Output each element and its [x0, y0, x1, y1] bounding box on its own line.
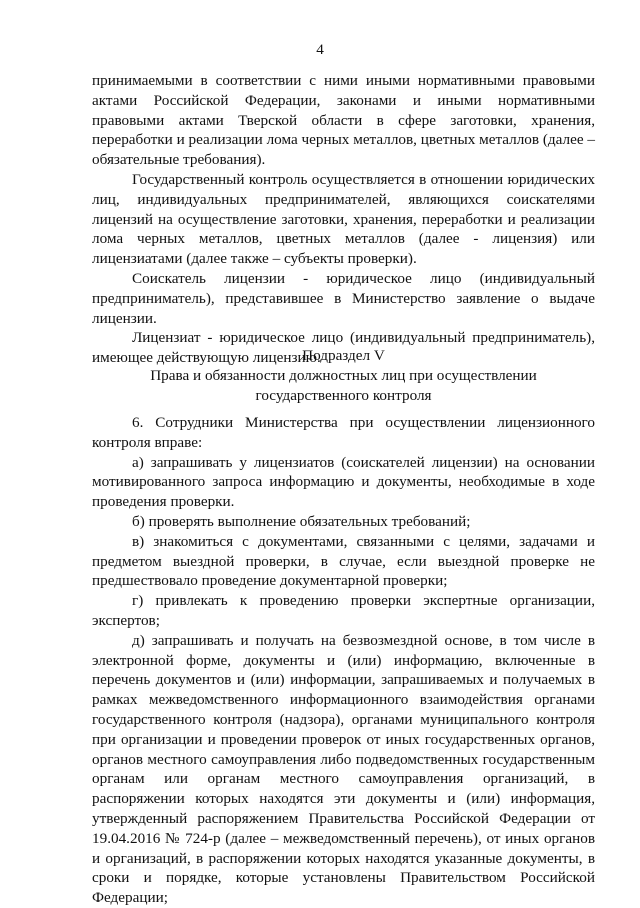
paragraph-item-g: г) привлекать к проведению проверки экспертные организации, экспертов; [92, 592, 595, 629]
section-title-line-2: государственного контроля [255, 386, 432, 404]
paragraph-item-6: 6. Сотрудники Министерства при осуществлении лицензионного контроля вправе: [92, 414, 595, 451]
paragraph-item-v: в) знакомиться с документами, связанными с целями, задачами и предметом выездной проверки, в случае, если выездной проверке не предшествовало проведение документарной проверки; [92, 532, 595, 590]
paragraph-licensee-definition: Лицензиат - юридическое лицо (индивидуальный предприниматель), имеющее действующую лицензию. [92, 329, 595, 367]
intro-text [92, 71, 595, 368]
paragraph-continuation: принимаемыми в соответствии с ними иными нормативными правовыми актами Российской Федерации, законами и иными нормативными правовыми актами Тверской области в сфере заготовки, хранения, переработки и реализации лома черных металлов, цветных металлов (далее – обязательные требования). [92, 72, 595, 169]
paragraph-item-a: а) запрашивать у лицензиатов (соискателей лицензии) на основании мотивированного запроса информацию и документы, необходимые в ходе проведения проверки. [92, 453, 595, 511]
paragraph-applicant-definition: Соискатель лицензии - юридическое лицо (индивидуальный предприниматель), представившее в Министерство заявление о выдаче лицензии. [92, 269, 595, 327]
section-label: Подраздел V [302, 347, 385, 364]
paragraph-state-control: Государственный контроль осуществляется в отношении юридических лиц, индивидуальных предпринимателей, являющихся соискателями лицензий на осуществление заготовки, хранения, переработки и реализации лома черных металлов, цветных металлов (далее - лицензия) или лицензиатами (далее также – субъекты проверки). [92, 170, 595, 268]
section-heading [92, 346, 595, 405]
paragraph-item-b: б) проверять выполнение обязательных требований; [132, 512, 471, 530]
rights-text [92, 413, 595, 908]
paragraph-item-d: д) запрашивать и получать на безвозмездной основе, в том числе в электронной форме, документы и (или) информацию, включенные в перечень документов и (или) информации, запрашиваемых и получаемых в рамках межведомственного информационного взаимодействия органами государственного контроля (надзора), органами муниципального контроля при организации и проведении проверок от иных государственных органов, органов местного самоуправления либо подведомственных государственным органам или органам местного самоуправления организаций, в распоряжении которых находятся эти документы и (или) информация, утвержденный распоряжением Правительства Российской Федерации от 19.04.2016 № 724-р (далее – межведомственный перечень), от иных органов и организаций, в распоряжении которых находятся указанные документы, в сроки и порядке, которые установлены Правительством Российской Федерации; [92, 631, 595, 907]
section-title-line-1: Права и обязанности должностных лиц при осуществлении [150, 366, 537, 384]
page-number: 4 [316, 41, 324, 58]
